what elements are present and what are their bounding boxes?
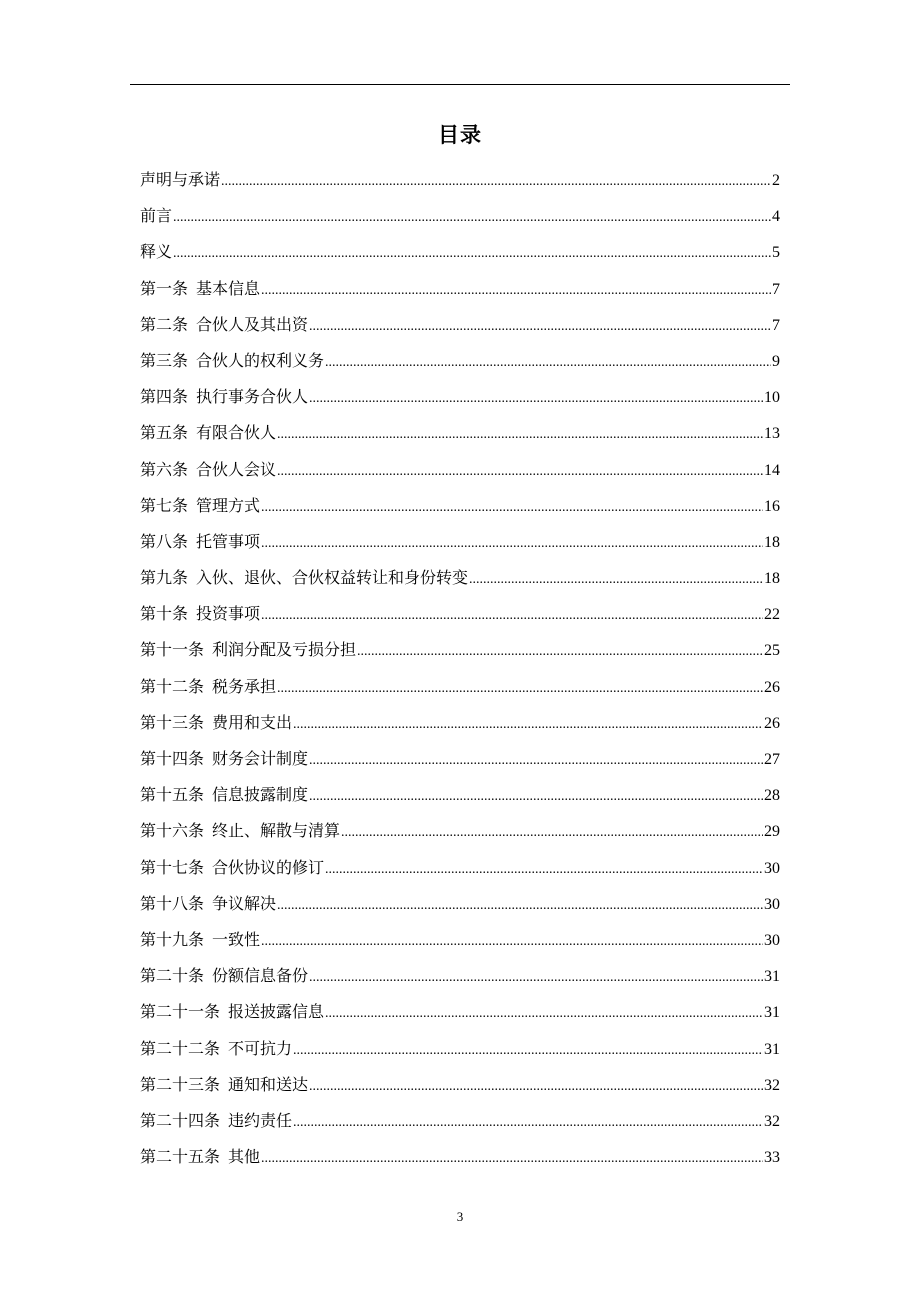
toc-dot-leader	[173, 200, 771, 236]
toc-dot-leader	[357, 634, 763, 670]
toc-entry-article-number: 第一条	[140, 278, 189, 298]
toc-entry-title: 报送披露信息	[228, 1002, 325, 1022]
toc-entry-label	[140, 994, 324, 1030]
toc-entry-page: 7	[772, 280, 780, 298]
toc-dot-leader	[293, 1105, 763, 1141]
toc-entry-title: 有限合伙人	[196, 423, 277, 443]
toc-dot-leader	[309, 381, 763, 417]
toc-entry-title: 基本信息	[196, 278, 261, 298]
toc-entry[interactable]	[140, 307, 780, 343]
toc-dot-leader	[309, 309, 771, 345]
toc-entry-label	[140, 234, 172, 270]
toc-entry-label	[140, 741, 308, 777]
toc-entry-title: 税务承担	[212, 676, 277, 696]
toc-entry-title: 不可抗力	[228, 1038, 293, 1058]
toc-dot-leader	[261, 598, 763, 634]
toc-entry-article-number: 第二十二条	[140, 1038, 221, 1058]
toc-dot-leader	[309, 779, 763, 815]
toc-entry-article-number: 第九条	[140, 568, 189, 588]
toc-entry-article-number: 第十九条	[140, 929, 205, 949]
toc-entry-page: 32	[764, 1112, 780, 1130]
toc-entry-title: 份额信息备份	[212, 966, 309, 986]
toc-entry-label	[140, 1031, 292, 1067]
toc-entry[interactable]	[140, 415, 780, 451]
toc-entry[interactable]	[140, 1103, 780, 1139]
toc-entry[interactable]	[140, 560, 780, 596]
toc-entry-title: 释义	[140, 242, 173, 262]
toc-entry-page: 30	[764, 859, 780, 877]
toc-dot-leader	[261, 526, 763, 562]
toc-entry-article-number: 第六条	[140, 459, 189, 479]
toc-entry-page: 30	[764, 931, 780, 949]
toc-entry-label	[140, 198, 172, 234]
toc-dot-leader	[221, 164, 771, 200]
toc-entry-title: 执行事务合伙人	[196, 387, 309, 407]
toc-entry-article-number: 第十一条	[140, 640, 205, 660]
toc-entry-article-number: 第十五条	[140, 785, 205, 805]
toc-entry-article-number: 第二十三条	[140, 1074, 221, 1094]
toc-entry-page: 18	[764, 533, 780, 551]
toc-entry-page: 31	[764, 968, 780, 986]
toc-entry[interactable]	[140, 452, 780, 488]
toc-entry-article-number: 第十二条	[140, 676, 205, 696]
toc-entry-page: 7	[772, 316, 780, 334]
toc-entry[interactable]	[140, 705, 780, 741]
toc-entry-article-number: 第七条	[140, 495, 189, 515]
toc-entry-page: 25	[764, 642, 780, 660]
toc-entry[interactable]	[140, 1139, 780, 1175]
toc-dot-leader	[261, 1141, 763, 1177]
toc-entry-article-number: 第五条	[140, 423, 189, 443]
toc-entry-title: 合伙人的权利义务	[196, 350, 325, 370]
toc-entry-article-number: 第十八条	[140, 893, 205, 913]
toc-entry-title: 争议解决	[212, 893, 277, 913]
toc-entry-page: 5	[772, 244, 780, 262]
toc-entry-page: 10	[764, 389, 780, 407]
toc-entry-page: 26	[764, 678, 780, 696]
toc-entry[interactable]	[140, 234, 780, 270]
toc-entry-article-number: 第十七条	[140, 857, 205, 877]
page-number: 3	[456, 1209, 464, 1224]
toc-entry-label	[140, 596, 260, 632]
toc-entry-title: 其他	[228, 1147, 261, 1167]
toc-entry-page: 16	[764, 497, 780, 515]
toc-entry-article-number: 第三条	[140, 350, 189, 370]
toc-entry-title: 投资事项	[196, 604, 261, 624]
toc-entry-label	[140, 632, 356, 668]
toc-entry-label	[140, 669, 276, 705]
toc-dot-leader	[309, 1069, 763, 1105]
header-rule	[130, 84, 790, 85]
toc-entry-title: 利润分配及亏损分担	[212, 640, 357, 660]
toc-dot-leader	[277, 888, 763, 924]
toc-entry[interactable]	[140, 379, 780, 415]
toc-entry[interactable]	[140, 198, 780, 234]
toc-entry-label	[140, 886, 276, 922]
toc-entry-label	[140, 958, 308, 994]
toc-entry-article-number: 第十三条	[140, 712, 205, 732]
toc-entry-article-number: 第二十一条	[140, 1002, 221, 1022]
toc-dot-leader	[261, 273, 771, 309]
toc-entry-label	[140, 524, 260, 560]
table-of-contents	[140, 162, 780, 1175]
toc-entry-page: 2	[772, 172, 780, 189]
toc-entry-title: 合伙协议的修订	[212, 857, 325, 877]
toc-entry-title: 声明与承诺	[140, 170, 221, 189]
toc-entry-page: 32	[764, 1076, 780, 1094]
toc-entry[interactable]	[140, 669, 780, 705]
toc-dot-leader	[293, 707, 763, 743]
toc-entry-title: 信息披露制度	[212, 785, 309, 805]
toc-entry-page: 27	[764, 751, 780, 768]
toc-dot-leader	[277, 454, 763, 490]
toc-dot-leader	[293, 1033, 763, 1069]
toc-entry-label	[140, 813, 340, 849]
toc-entry-article-number: 第二十四条	[140, 1110, 221, 1130]
toc-entry-label	[140, 922, 260, 958]
toc-entry-article-number: 第二十五条	[140, 1147, 221, 1167]
toc-entry-article-number: 第二条	[140, 314, 189, 334]
toc-dot-leader	[261, 924, 763, 960]
toc-entry[interactable]	[140, 343, 780, 379]
toc-entry[interactable]	[140, 1067, 780, 1103]
toc-entry[interactable]	[140, 162, 780, 198]
toc-entry-title: 一致性	[212, 929, 261, 949]
toc-entry-title: 前言	[140, 206, 173, 226]
toc-entry-page: 13	[764, 425, 780, 443]
page-title: 目录	[438, 123, 482, 147]
toc-entry-page: 33	[764, 1149, 780, 1167]
toc-entry-label	[140, 415, 276, 451]
toc-entry-title: 入伙、退伙、合伙权益转让和身份转变	[196, 568, 469, 588]
toc-dot-leader	[277, 417, 763, 453]
toc-entry-label	[140, 1103, 292, 1139]
toc-entry[interactable]	[140, 741, 780, 777]
toc-entry-title: 费用和支出	[212, 712, 293, 732]
toc-entry[interactable]	[140, 596, 780, 632]
toc-entry-label	[140, 850, 324, 886]
toc-entry-label	[140, 343, 324, 379]
toc-entry-label	[140, 452, 276, 488]
toc-entry-article-number: 第八条	[140, 531, 189, 551]
toc-entry[interactable]	[140, 632, 780, 668]
toc-entry-page: 31	[764, 1004, 780, 1022]
toc-entry[interactable]	[140, 488, 780, 524]
toc-entry-label	[140, 162, 220, 198]
toc-dot-leader	[325, 852, 763, 888]
toc-entry-title: 终止、解散与清算	[212, 821, 341, 841]
toc-entry[interactable]	[140, 1031, 780, 1067]
toc-entry[interactable]	[140, 524, 780, 560]
toc-entry-label	[140, 705, 292, 741]
toc-entry-article-number: 第十六条	[140, 821, 205, 841]
toc-entry[interactable]	[140, 922, 780, 958]
toc-entry-page: 29	[764, 823, 780, 841]
toc-entry-label	[140, 777, 308, 813]
toc-entry-page: 31	[764, 1040, 780, 1058]
toc-dot-leader	[309, 960, 763, 996]
toc-entry[interactable]	[140, 886, 780, 922]
toc-dot-leader	[469, 562, 763, 598]
toc-entry-title: 合伙人会议	[196, 459, 277, 479]
toc-entry-label	[140, 560, 468, 596]
toc-entry[interactable]	[140, 813, 780, 849]
toc-entry-label	[140, 1139, 260, 1175]
toc-entry-page: 14	[764, 461, 780, 479]
toc-dot-leader	[309, 743, 763, 779]
toc-entry-page: 18	[764, 570, 780, 588]
toc-entry-article-number: 第四条	[140, 387, 189, 407]
toc-dot-leader	[325, 996, 763, 1032]
toc-dot-leader	[261, 490, 763, 526]
toc-entry[interactable]	[140, 994, 780, 1030]
toc-entry-title: 违约责任	[228, 1110, 293, 1130]
toc-entry-page: 28	[764, 787, 780, 805]
toc-entry[interactable]	[140, 850, 780, 886]
toc-entry-title: 通知和送达	[228, 1074, 309, 1094]
toc-entry-article-number: 第十四条	[140, 749, 205, 768]
toc-entry[interactable]	[140, 777, 780, 813]
toc-entry[interactable]	[140, 271, 780, 307]
toc-entry-article-number: 第十条	[140, 604, 189, 624]
toc-dot-leader	[341, 815, 763, 851]
toc-entry-page: 4	[772, 208, 780, 226]
toc-entry-title: 托管事项	[196, 531, 261, 551]
toc-entry-label	[140, 307, 308, 343]
toc-entry-title: 财务会计制度	[212, 749, 309, 768]
toc-dot-leader	[325, 345, 771, 381]
toc-entry-label	[140, 1067, 308, 1103]
toc-entry-page: 30	[764, 895, 780, 913]
toc-entry-title: 合伙人及其出资	[196, 314, 309, 334]
toc-dot-leader	[277, 671, 763, 707]
toc-entry-label	[140, 488, 260, 524]
toc-dot-leader	[173, 236, 771, 272]
toc-entry-page: 22	[764, 606, 780, 624]
toc-entry-label	[140, 271, 260, 307]
toc-entry-page: 26	[764, 714, 780, 732]
toc-entry-article-number: 第二十条	[140, 966, 205, 986]
toc-entry[interactable]	[140, 958, 780, 994]
toc-entry-page: 9	[772, 352, 780, 370]
toc-entry-label	[140, 379, 308, 415]
toc-entry-title: 管理方式	[196, 495, 261, 515]
